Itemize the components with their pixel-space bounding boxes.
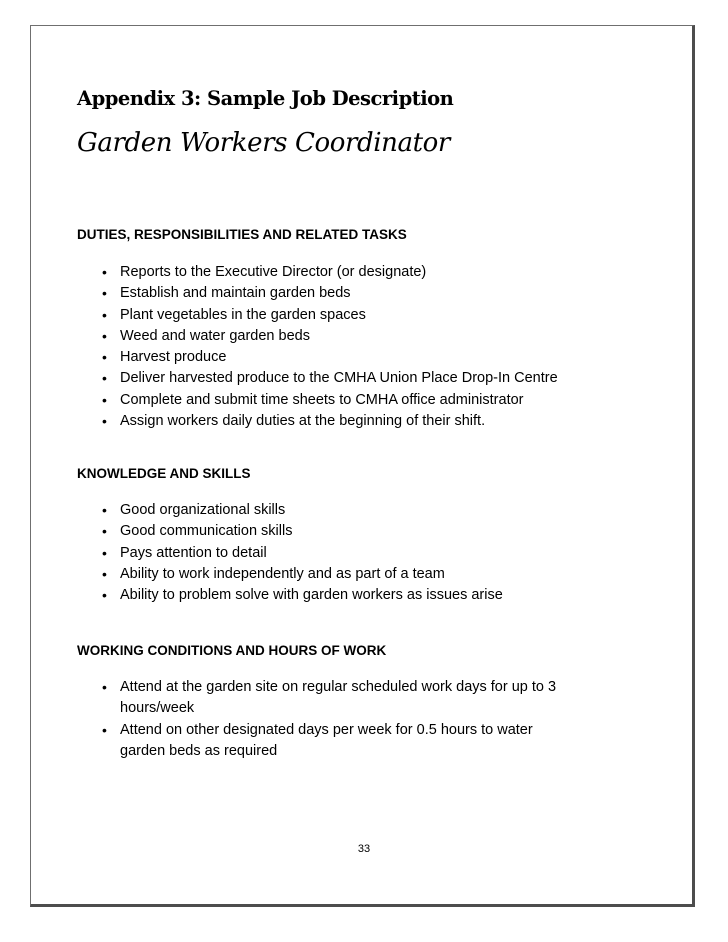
- list-item: [77, 677, 580, 720]
- list-item: [77, 411, 637, 432]
- bullet-icon: •: [102, 306, 107, 323]
- list-item-text: Establish and maintain garden beds: [120, 285, 351, 302]
- bullet-icon: •: [102, 721, 107, 738]
- list-item-text: Ability to problem solve with garden workers as issues arise: [120, 587, 503, 604]
- list-item-text: Harvest produce: [120, 349, 227, 366]
- bullet-icon: •: [102, 327, 107, 344]
- bullet-icon: •: [102, 679, 107, 695]
- bullet-icon: •: [102, 391, 107, 408]
- section-heading-knowledge: KNOWLEDGE AND SKILLS: [77, 466, 251, 481]
- list-item-text: Good communication skills: [120, 523, 293, 540]
- duties-list: [77, 262, 637, 432]
- bullet-icon: •: [102, 370, 107, 387]
- list-item-text: Assign workers daily duties at the beginning of their shift.: [120, 413, 486, 430]
- bullet-icon: •: [102, 523, 107, 540]
- list-item: [77, 283, 637, 304]
- bullet-icon: •: [102, 544, 107, 561]
- list-item: [77, 347, 637, 368]
- list-item-text: Ability to work independently and as part of a team: [120, 565, 445, 582]
- bullet-icon: •: [102, 413, 107, 430]
- list-item-text: Weed and water garden beds: [120, 327, 310, 344]
- list-item: [77, 390, 637, 411]
- list-item: [77, 368, 637, 389]
- list-item-text: Attend at the garden site on regular scheduled work days for up to 3 hours/week: [120, 679, 557, 717]
- list-item: [77, 720, 580, 763]
- list-item: [77, 326, 637, 347]
- bullet-icon: •: [102, 587, 107, 604]
- list-item-text: Reports to the Executive Director (or designate): [120, 264, 427, 280]
- list-item-text: Good organizational skills: [120, 502, 286, 518]
- list-item: [77, 564, 637, 585]
- list-item: [77, 305, 637, 326]
- list-item: [77, 585, 637, 606]
- list-item-text: Attend on other designated days per week for 0.5 hours to water garden beds as required: [120, 721, 533, 759]
- bullet-icon: •: [102, 502, 107, 518]
- working-conditions-list: [77, 677, 637, 762]
- bullet-icon: •: [102, 565, 107, 582]
- list-item-text: Plant vegetables in the garden spaces: [120, 306, 366, 323]
- appendix-title: Appendix 3: Sample Job Description: [77, 87, 454, 110]
- bullet-icon: •: [102, 349, 107, 366]
- list-item: [77, 521, 637, 542]
- bullet-icon: •: [102, 285, 107, 302]
- skills-list: [77, 500, 637, 606]
- job-title: Garden Workers Coordinator: [77, 128, 450, 158]
- list-item: [77, 262, 637, 283]
- list-item: [77, 500, 637, 521]
- list-item-text: Complete and submit time sheets to CMHA office administrator: [120, 391, 524, 408]
- page-number: 33: [357, 843, 371, 855]
- list-item-text: Deliver harvested produce to the CMHA Union Place Drop-In Centre: [120, 370, 558, 387]
- bullet-icon: •: [102, 264, 107, 280]
- list-item-text: Pays attention to detail: [120, 544, 267, 561]
- section-heading-duties: DUTIES, RESPONSIBILITIES AND RELATED TASKS: [77, 227, 407, 242]
- list-item: [77, 543, 637, 564]
- section-heading-working-conditions: WORKING CONDITIONS AND HOURS OF WORK: [77, 643, 387, 658]
